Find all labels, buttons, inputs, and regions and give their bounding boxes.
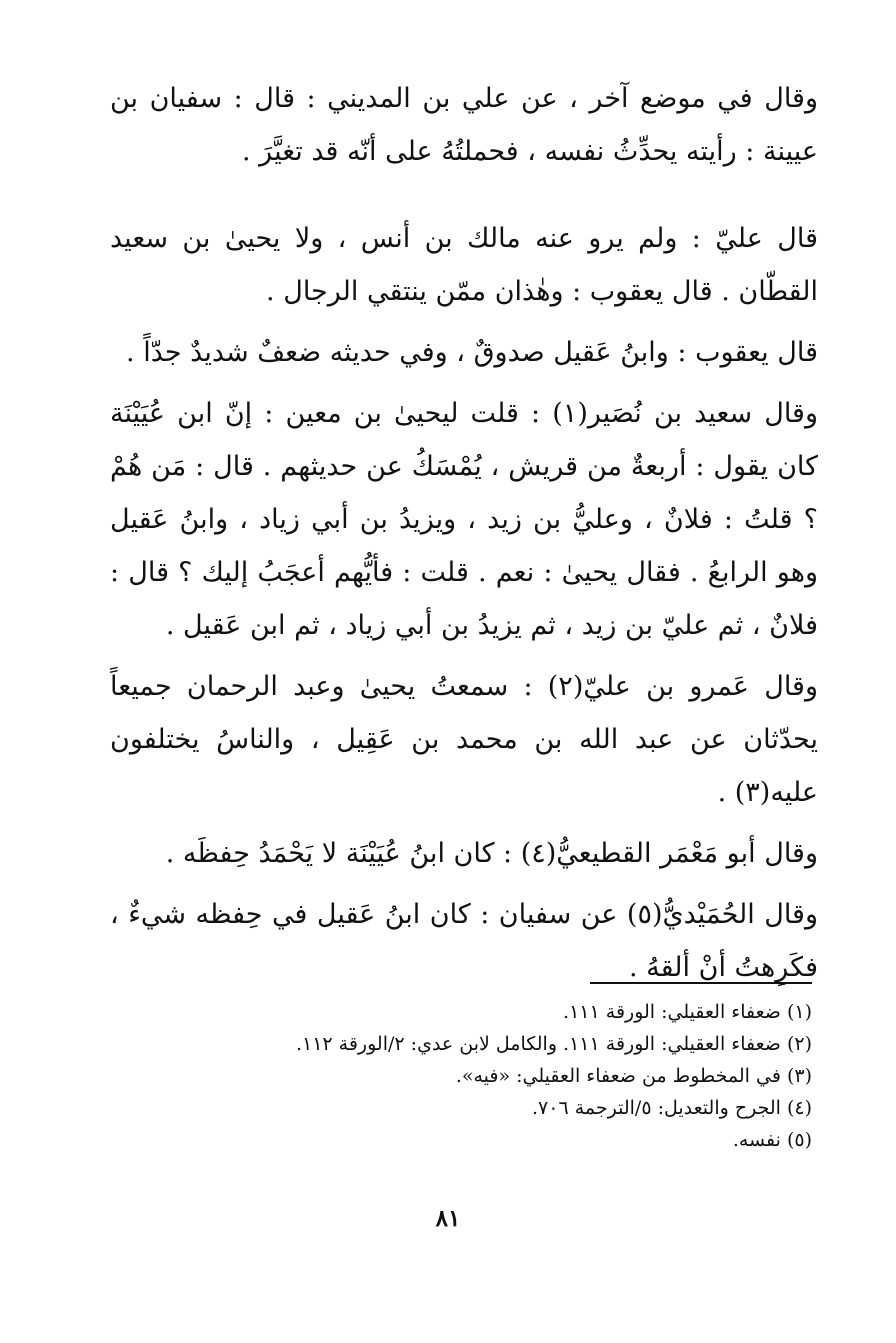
paragraph-2: قال عليّ : ولم يرو عنه مالك بن أنس ، ولا يحيىٰ بن سعيد القطّان . قال يعقوب : وهٰذان ممّن ينتقي الرجال . bbox=[110, 223, 818, 307]
footnote-5: (٥) نفسه. bbox=[732, 1129, 812, 1151]
paragraph-7: وقال الحُمَيْديُّ(٥) عن سفيان : كان ابنُ عَقيل في حِفظه شيءٌ ، فكَرِهتُ أنْ ألقهُ . bbox=[110, 899, 819, 983]
paragraph-3: قال يعقوب : وابنُ عَقيل صدوقٌ ، وفي حديثه ضعفٌ شديدٌ جدّاً . bbox=[126, 337, 818, 368]
paragraph-1: وقال في موضع آخر ، عن علي بن المديني : قال : سفيان بن عيينة : رأيته يحدِّثُ نفسه ، فحملتُهُ على أنّه قد تغيَّرَ . bbox=[110, 83, 818, 167]
paragraph-5: وقال عَمرو بن عليّ(٢) : سمعتُ يحيىٰ وعبد الرحمان جميعاً يحدّثان عن عبد الله بن محمد بن عَقِيل ، والناسُ يختلفون عليه(٣) . bbox=[110, 671, 818, 808]
paragraph-4: وقال سعيد بن نُصَير(١) : قلت ليحيىٰ بن معين : إنّ ابن عُيَيْنَة كان يقول : أربعةٌ من قريش ، يُمْسَكُ عن حديثهم . قال : مَن هُمْ ؟ قلتُ : فلانٌ ، وعليُّ بن زيد ، ويزيدُ بن أبي زياد ، وابنُ عَقيل وهو الرابعُ . فقال يحيىٰ : نعم . قلت : فأيُّهم أعجَبُ إليك ؟ قال : فلانٌ ، ثم عليّ بن زيد ، ثم يزيدُ بن أبي زياد ، ثم ابن عَقيل . bbox=[110, 398, 818, 641]
main-text bbox=[110, 72, 818, 994]
paragraph-6: وقال أبو مَعْمَر القطيعيُّ(٤) : كان ابنُ عُيَيْنَة لا يَحْمَدُ حِفظَه . bbox=[165, 838, 818, 869]
page-number: ٨١ bbox=[435, 1205, 461, 1232]
footnote-separator bbox=[590, 982, 812, 984]
footnote-4: (٤) الجرح والتعديل: ٥/الترجمة ٧٠٦. bbox=[532, 1097, 812, 1119]
footnote-3: (٣) في المخطوط من ضعفاء العقيلي: «فيه». bbox=[455, 1065, 812, 1087]
footnotes-list bbox=[152, 996, 812, 1156]
footnote-1: (١) ضعفاء العقيلي: الورقة ١١١. bbox=[563, 1001, 812, 1023]
footnote-2: (٢) ضعفاء العقيلي: الورقة ١١١. والكامل لابن عدي: ٢/الورقة ١١٢. bbox=[295, 1033, 812, 1055]
